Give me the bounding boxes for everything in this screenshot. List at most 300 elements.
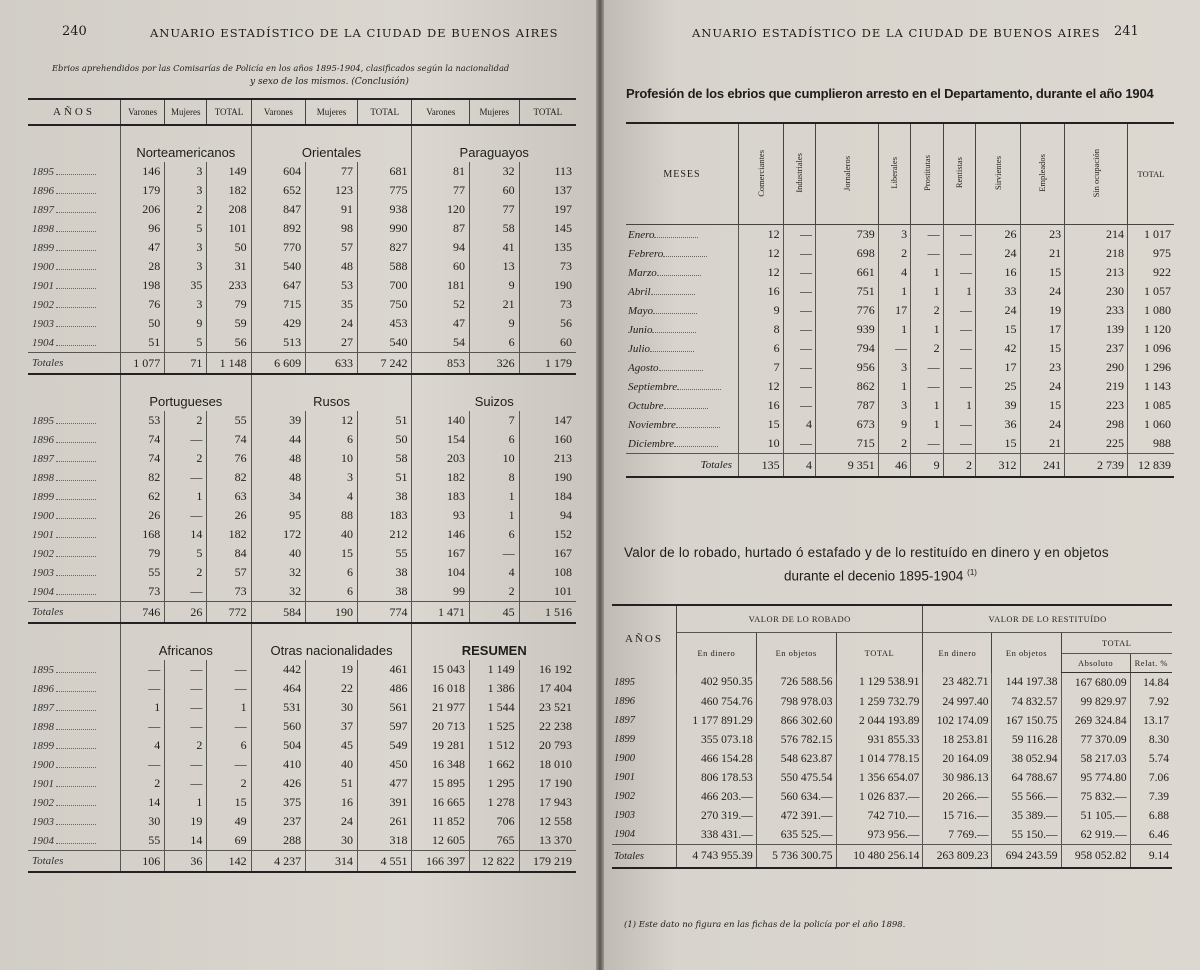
table-row (28, 563, 576, 582)
year-cell (28, 563, 121, 582)
value-cell: 73 (519, 257, 576, 276)
value-cell: 35 (306, 295, 358, 314)
value-cell: 73 (207, 582, 251, 602)
value-cell: 9 (165, 314, 207, 333)
table-row (28, 411, 576, 430)
month-cell (626, 415, 739, 434)
col-header-en-objetos: En objetos (756, 633, 836, 673)
group-spacer (28, 623, 121, 660)
value-cell: 1 (469, 487, 519, 506)
col-header-total: TOTAL (357, 99, 412, 125)
value-cell: 2 (165, 411, 207, 430)
ebrios-nationality-table (28, 98, 576, 873)
year-label: 1903 (614, 810, 635, 821)
leader-dots (56, 288, 96, 289)
total-cell: 26 (165, 602, 207, 624)
value-cell: 20 793 (519, 736, 576, 755)
table-row (626, 358, 1174, 377)
value-cell: 12 (739, 377, 784, 396)
value-cell: 442 (251, 660, 305, 679)
nationality-group-label: Portugueses (121, 374, 252, 411)
leader-dots (56, 691, 96, 692)
totals-row (28, 353, 576, 375)
value-cell: 26 (975, 225, 1020, 245)
value-cell: 47 (121, 238, 165, 257)
value-cell: 23 521 (519, 698, 576, 717)
total-cell: 772 (207, 602, 251, 624)
value-cell: 576 782.15 (756, 730, 836, 749)
value-cell: 19 281 (412, 736, 469, 755)
leader-dots (56, 729, 96, 730)
value-cell: 74 (121, 449, 165, 468)
value-cell: 827 (357, 238, 412, 257)
value-cell: 40 (306, 755, 358, 774)
value-cell: 147 (519, 411, 576, 430)
col-header-en-dinero: En dinero (923, 633, 992, 673)
value-cell: 98 (306, 219, 358, 238)
value-cell: 862 (815, 377, 878, 396)
page-number: 240 (62, 24, 87, 39)
value-cell: 13 (469, 257, 519, 276)
leader-dots (56, 537, 96, 538)
value-cell: 2 (878, 434, 910, 454)
leader-dots (56, 250, 96, 251)
year-cell (28, 181, 121, 200)
value-cell: 513 (251, 333, 305, 353)
year-cell (28, 679, 121, 698)
value-cell: 42 (975, 339, 1020, 358)
value-cell: 25 (975, 377, 1020, 396)
col-header-label: Comerciantes (755, 149, 766, 197)
value-cell: 548 623.87 (756, 749, 836, 768)
table-row (28, 487, 576, 506)
value-cell: 1 (878, 320, 910, 339)
value-cell: — (878, 339, 910, 358)
value-cell: 74 (121, 430, 165, 449)
nationality-group-label: RESUMEN (412, 623, 576, 660)
value-cell: 21 977 (412, 698, 469, 717)
value-cell: 233 (207, 276, 251, 295)
value-cell: 24 (975, 301, 1020, 320)
value-cell: — (121, 660, 165, 679)
value-cell: 9 (469, 276, 519, 295)
value-cell: 77 (306, 162, 358, 181)
group-spacer (28, 125, 121, 162)
value-cell: 298 (1065, 415, 1128, 434)
value-cell: 787 (815, 396, 878, 415)
value-cell: 472 391.— (756, 806, 836, 825)
value-cell: 19 (1020, 301, 1065, 320)
table-row (28, 162, 576, 181)
value-cell: — (943, 377, 975, 396)
value-cell: 464 (251, 679, 305, 698)
total-cell: 45 (469, 602, 519, 624)
value-cell: 939 (815, 320, 878, 339)
total-cell: 9 351 (815, 454, 878, 478)
book-gutter (596, 0, 604, 970)
value-cell: 751 (815, 282, 878, 301)
total-cell: 46 (878, 454, 910, 478)
value-cell: 21 (1020, 244, 1065, 263)
value-cell: 76 (207, 449, 251, 468)
year-cell (28, 755, 121, 774)
value-cell: 5 (165, 333, 207, 353)
table-row (28, 582, 576, 602)
totals-label: Totales (28, 353, 121, 375)
value-cell: 33 (975, 282, 1020, 301)
value-cell: 504 (251, 736, 305, 755)
value-cell: 219 (1065, 377, 1128, 396)
leader-dots (56, 442, 96, 443)
col-header-varones: Varones (412, 99, 469, 125)
value-cell: 183 (357, 506, 412, 525)
value-cell: 15 (1020, 396, 1065, 415)
table-row (28, 698, 576, 717)
year-label: 1895 (32, 663, 54, 676)
value-cell: 23 (1020, 225, 1065, 245)
year-cell (28, 774, 121, 793)
value-cell: 39 (251, 411, 305, 430)
value-cell: 26 (207, 506, 251, 525)
value-cell: 429 (251, 314, 305, 333)
totals-label: Totales (28, 602, 121, 624)
table-row (612, 768, 1172, 787)
value-cell: 410 (251, 755, 305, 774)
year-cell (28, 411, 121, 430)
right-page (604, 0, 1200, 970)
value-cell: 6 (469, 525, 519, 544)
table-row (28, 200, 576, 219)
value-cell: 550 475.54 (756, 768, 836, 787)
total-cell: 12 822 (469, 851, 519, 873)
value-cell: 847 (251, 200, 305, 219)
value-cell: 938 (357, 200, 412, 219)
value-cell: 223 (1065, 396, 1128, 415)
value-cell: — (783, 339, 815, 358)
value-cell: 1 120 (1128, 320, 1175, 339)
value-cell: 24 997.40 (923, 692, 992, 711)
value-cell: 99 (412, 582, 469, 602)
value-cell: — (165, 774, 207, 793)
value-cell: 561 (357, 698, 412, 717)
value-cell: 179 (121, 181, 165, 200)
total-cell: 1 077 (121, 353, 165, 375)
total-cell: 9.14 (1130, 845, 1172, 869)
value-cell: 1 295 (469, 774, 519, 793)
value-cell: 402 950.35 (677, 673, 757, 693)
value-cell: 560 (251, 717, 305, 736)
value-cell: 1 662 (469, 755, 519, 774)
col-header-label: Industriales (794, 153, 805, 193)
value-cell: — (911, 244, 943, 263)
value-cell: — (783, 434, 815, 454)
value-cell: 203 (412, 449, 469, 468)
leader-dots (56, 556, 96, 557)
year-cell (28, 295, 121, 314)
group-spacer (28, 374, 121, 411)
value-cell: 5 (165, 544, 207, 563)
value-cell: 51 (357, 468, 412, 487)
month-label: Enero (628, 228, 655, 241)
year-label: 1904 (32, 585, 54, 598)
value-cell: 2 (469, 582, 519, 602)
leader-dots (653, 313, 697, 314)
month-label: Agosto (628, 361, 659, 374)
table-row (28, 660, 576, 679)
col-header-mujeres: Mujeres (165, 99, 207, 125)
value-cell: 1 080 (1128, 301, 1175, 320)
value-cell: 973 956.— (836, 825, 923, 845)
value-cell: — (165, 679, 207, 698)
value-cell: 22 238 (519, 717, 576, 736)
group-header-row (28, 125, 576, 162)
value-cell: 108 (519, 563, 576, 582)
col-header-anos: AÑOS (612, 605, 677, 673)
table-subtitle-2: y sexo de los mismos. (Conclusión) (250, 77, 409, 87)
month-label: Julio (628, 342, 650, 355)
value-cell: 57 (306, 238, 358, 257)
value-cell: 38 (357, 582, 412, 602)
value-cell: 700 (357, 276, 412, 295)
year-label: 1901 (32, 528, 54, 541)
table-row (612, 730, 1172, 749)
value-cell: 7 (469, 411, 519, 430)
value-cell: 4 (878, 263, 910, 282)
total-cell: 312 (975, 454, 1020, 478)
value-cell: 12 558 (519, 812, 576, 831)
value-cell: 48 (306, 257, 358, 276)
year-label: 1901 (32, 279, 54, 292)
total-cell: 633 (306, 353, 358, 375)
value-cell: 182 (207, 525, 251, 544)
table-header-row (612, 633, 1172, 654)
value-cell: — (943, 263, 975, 282)
year-label: 1900 (32, 260, 54, 273)
value-cell: 30 986.13 (923, 768, 992, 787)
year-label: 1899 (614, 734, 635, 745)
value-cell: 739 (815, 225, 878, 245)
footnote: (1) Este dato no figura en las fichas de la policía por el año 1898. (624, 920, 906, 930)
leader-dots (56, 843, 96, 844)
value-cell: 82 (207, 468, 251, 487)
value-cell: 101 (519, 582, 576, 602)
year-cell (28, 487, 121, 506)
value-cell: 51 (121, 333, 165, 353)
value-cell: 5.74 (1130, 749, 1172, 768)
value-cell: 104 (412, 563, 469, 582)
value-cell: 975 (1128, 244, 1175, 263)
leader-dots (676, 427, 720, 428)
year-cell (28, 812, 121, 831)
value-cell: 2 (165, 563, 207, 582)
total-cell: 135 (739, 454, 784, 478)
table-row (28, 506, 576, 525)
value-cell: 58 (357, 449, 412, 468)
month-cell (626, 282, 739, 301)
table-row (28, 679, 576, 698)
value-cell: 79 (207, 295, 251, 314)
value-cell: 48 (251, 449, 305, 468)
total-cell: 746 (121, 602, 165, 624)
value-cell: 139 (1065, 320, 1128, 339)
col-header-profession (878, 123, 910, 225)
group-header-row (28, 623, 576, 660)
value-cell: — (943, 320, 975, 339)
value-cell: 123 (306, 181, 358, 200)
leader-dots (56, 748, 96, 749)
value-cell: 9 (878, 415, 910, 434)
year-cell (28, 238, 121, 257)
value-cell: 120 (412, 200, 469, 219)
value-cell: 16 (739, 396, 784, 415)
value-cell: 69 (207, 831, 251, 851)
table-row (626, 320, 1174, 339)
value-cell: 181 (412, 276, 469, 295)
value-cell: 3 (878, 358, 910, 377)
value-cell: 213 (1065, 263, 1128, 282)
value-cell: 2 (165, 449, 207, 468)
value-cell: — (783, 301, 815, 320)
year-cell (28, 544, 121, 563)
total-cell: 263 809.23 (923, 845, 992, 869)
total-cell: 12 839 (1128, 454, 1175, 478)
value-cell: 24 (306, 314, 358, 333)
year-cell (28, 430, 121, 449)
value-cell: 58 217.03 (1061, 749, 1130, 768)
value-cell: 99 829.97 (1061, 692, 1130, 711)
value-cell: 13.17 (1130, 711, 1172, 730)
value-cell: 2 044 193.89 (836, 711, 923, 730)
value-cell: 32 (251, 563, 305, 582)
value-cell: 3 (165, 238, 207, 257)
value-cell: 715 (251, 295, 305, 314)
value-cell: — (165, 582, 207, 602)
value-cell: 1 386 (469, 679, 519, 698)
value-cell: 60 (469, 181, 519, 200)
value-cell: 775 (357, 181, 412, 200)
year-cell (28, 793, 121, 812)
total-cell: 1 179 (519, 353, 576, 375)
value-cell: 237 (251, 812, 305, 831)
leader-dots (56, 212, 96, 213)
table-row (612, 673, 1172, 693)
value-cell: 18 010 (519, 755, 576, 774)
total-cell: 314 (306, 851, 358, 873)
table-row (28, 181, 576, 200)
value-cell: 355 073.18 (677, 730, 757, 749)
value-cell: — (943, 415, 975, 434)
table-row (612, 825, 1172, 845)
year-label: 1896 (32, 682, 54, 695)
year-label: 1902 (32, 298, 54, 311)
year-label: 1902 (614, 791, 635, 802)
value-cell: 7 769.— (923, 825, 992, 845)
value-cell: 172 (251, 525, 305, 544)
leader-dots (654, 237, 698, 238)
value-cell: 233 (1065, 301, 1128, 320)
value-cell: 94 (519, 506, 576, 525)
value-cell: 4 (783, 415, 815, 434)
value-cell: 1 512 (469, 736, 519, 755)
leader-dots (56, 594, 96, 595)
value-cell: 1 278 (469, 793, 519, 812)
value-cell: 77 370.09 (1061, 730, 1130, 749)
value-cell: 82 (121, 468, 165, 487)
col-header-meses: MESES (626, 123, 739, 225)
value-cell: 9 (469, 314, 519, 333)
col-header-profession (975, 123, 1020, 225)
month-label: Abril (628, 285, 651, 298)
value-cell: 270 319.— (677, 806, 757, 825)
footnote-ref: (1) (967, 568, 977, 577)
col-header-profession (815, 123, 878, 225)
table-row (626, 301, 1174, 320)
value-cell: 1 096 (1128, 339, 1175, 358)
year-label: 1899 (32, 490, 54, 503)
value-cell: 206 (121, 200, 165, 219)
col-header-label: Jornaleros (841, 155, 852, 191)
value-cell: — (121, 679, 165, 698)
value-cell: 770 (251, 238, 305, 257)
nationality-group-label: Paraguayos (412, 125, 576, 162)
value-cell: 31 (207, 257, 251, 276)
value-cell: 2 (165, 200, 207, 219)
value-cell: 681 (357, 162, 412, 181)
value-cell: 698 (815, 244, 878, 263)
value-cell: 2 (878, 244, 910, 263)
table-row (28, 449, 576, 468)
month-label: Junio (628, 323, 653, 336)
total-cell: 1 516 (519, 602, 576, 624)
value-cell: — (783, 396, 815, 415)
year-cell (28, 219, 121, 238)
value-cell: — (207, 660, 251, 679)
value-cell: — (207, 717, 251, 736)
value-cell: 81 (412, 162, 469, 181)
value-cell: 28 (121, 257, 165, 276)
value-cell: 190 (519, 276, 576, 295)
value-cell: 212 (357, 525, 412, 544)
value-cell: 154 (412, 430, 469, 449)
value-cell: 190 (519, 468, 576, 487)
value-cell: 6 (739, 339, 784, 358)
value-cell: — (783, 244, 815, 263)
value-cell: 4 (306, 487, 358, 506)
leader-dots (56, 518, 96, 519)
value-cell: 17 404 (519, 679, 576, 698)
value-cell: 1 (911, 263, 943, 282)
value-cell: 41 (469, 238, 519, 257)
value-cell: 7 (739, 358, 784, 377)
table-row (612, 711, 1172, 730)
value-cell: 237 (1065, 339, 1128, 358)
nationality-group-label: Orientales (251, 125, 412, 162)
value-cell: 60 (519, 333, 576, 353)
totals-label: Totales (28, 851, 121, 873)
value-cell: 137 (519, 181, 576, 200)
leader-dots (651, 294, 695, 295)
value-cell: 59 (207, 314, 251, 333)
value-cell: 7.39 (1130, 787, 1172, 806)
value-cell: 58 (469, 219, 519, 238)
value-cell: 16 348 (412, 755, 469, 774)
value-cell: 12 (739, 244, 784, 263)
col-header-varones: Varones (251, 99, 305, 125)
value-cell: 24 (1020, 282, 1065, 301)
totals-label: Totales (626, 454, 739, 478)
value-cell: 2 (165, 736, 207, 755)
table-row (612, 787, 1172, 806)
